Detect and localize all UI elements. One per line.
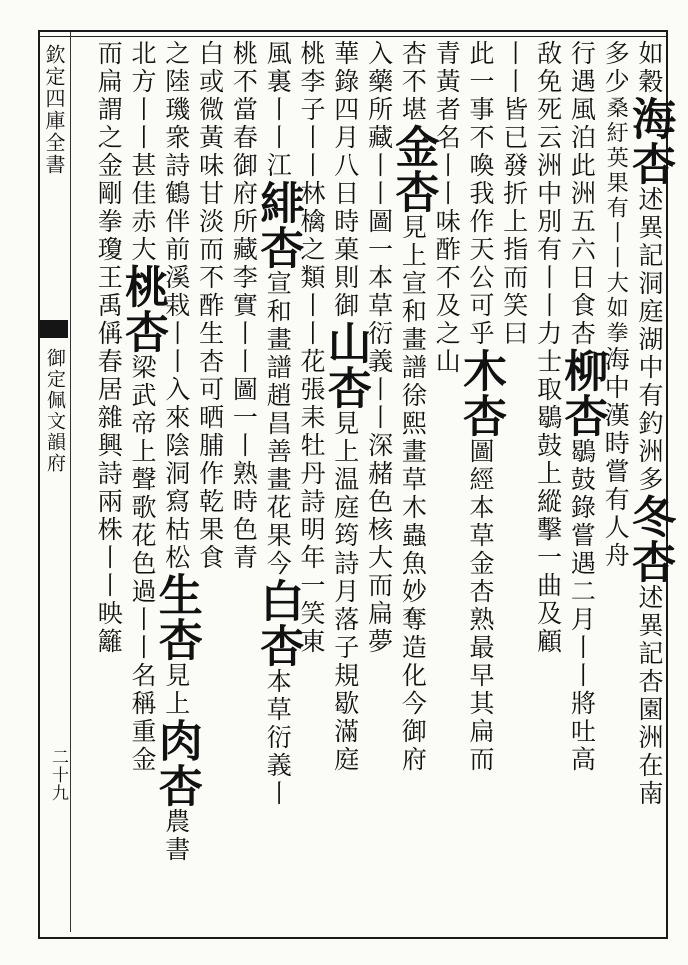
entry-text: 而扁謂之金剛拳 xyxy=(94,40,124,236)
entry-text: 入藥 xyxy=(364,40,394,96)
entry-text: 農書 xyxy=(161,808,191,864)
entry-headword: 木杏 xyxy=(455,348,506,438)
entry-text: 華錄四月八日時菓則御 xyxy=(330,40,360,320)
text-column xyxy=(556,40,608,774)
entry-text: 杏不堪 xyxy=(398,40,428,124)
entry-headword: 杏 xyxy=(624,141,675,186)
entry-headword: 冬杏 xyxy=(624,494,675,584)
entry-text: 青黃者名丨丨味酢不及之山 xyxy=(432,40,462,376)
entry-text: 桑紆英果有丨丨大如拳 xyxy=(603,96,629,346)
entry-text: 海中漢時嘗有人舟 xyxy=(601,346,631,570)
margin-rule xyxy=(70,32,71,932)
entry-text: 丨丨皆已發折上指而笑曰 xyxy=(499,40,529,348)
entry-text: 桃李子丨丨林檎之類 xyxy=(297,40,326,292)
entry-text: 丨熟時色青 xyxy=(229,432,259,572)
entry-headword: 肉杏 xyxy=(150,718,202,808)
entry-text: 御府所藏李實丨丨圖一 xyxy=(229,152,259,432)
entry-headword: 桃杏 xyxy=(117,264,168,354)
text-column xyxy=(624,40,675,808)
entry-text: 述異記杏園洲在南 xyxy=(635,584,664,808)
entry-text: 此一事不喚我作天公可乎 xyxy=(466,40,495,348)
entry-text: 見上宣和畫譜徐熙畫草木蟲魚妙奪造化今御府 xyxy=(398,214,428,774)
entry-headword: 緋杏 xyxy=(252,180,304,270)
entry-text: 見上温庭筠詩月落子規歇滿庭 xyxy=(330,410,360,774)
entry-text: 北方丨丨甚佳赤大 xyxy=(128,40,157,264)
entry-text: 力士取鶡鼓上縱擊一曲及顧 xyxy=(533,320,563,656)
volume-title: 御定佩文韻府 xyxy=(44,348,66,474)
entry-text: 丨丨花張耒牡丹詩明年一笑東 xyxy=(297,292,326,656)
entry-text: 敌免死云洲中別有丨丨 xyxy=(533,40,563,320)
book-title: 欽定四庫全書 xyxy=(42,44,66,176)
entry-text: 本草衍義丨 xyxy=(263,668,293,808)
text-column xyxy=(455,40,506,774)
text-column xyxy=(193,40,227,572)
entry-text: 白或微黃味甘淡而不酢生杏可晒脯作乾果食 xyxy=(195,40,225,572)
text-column xyxy=(598,40,632,570)
entry-headword: 白杏 xyxy=(252,578,304,668)
top-rule xyxy=(38,36,666,37)
text-column xyxy=(319,40,371,774)
entry-text: 所藏丨丨圖一本草衍義丨丨深赭色核大而扁夢 xyxy=(364,96,394,656)
page-number: 二十九 xyxy=(48,748,68,802)
entry-text: 多少 xyxy=(601,40,631,96)
entry-text: 宣和畫譜趙昌善畫花果今 xyxy=(263,270,293,578)
entry-headword: 生杏 xyxy=(150,572,202,662)
entry-text: 瓊王禹偁春居雜興詩兩株丨丨映籬 xyxy=(94,236,124,656)
page-margin-sidebar xyxy=(40,32,68,932)
entry-text: 如 xyxy=(635,40,664,68)
text-column xyxy=(294,40,328,656)
text-column xyxy=(252,40,304,808)
entry-text: 述異記洞庭湖中有釣洲多 xyxy=(635,186,664,494)
text-column xyxy=(497,40,531,348)
text-column xyxy=(150,40,202,864)
text-column xyxy=(387,40,439,774)
entry-headword: 柳杏 xyxy=(556,348,608,438)
entry-text: 穀 xyxy=(635,68,664,96)
entry-text: 之陸璣衆詩鶴伴前溪栽丨丨入來陰洞寫枯松 xyxy=(161,40,191,572)
text-column xyxy=(531,40,565,656)
entry-text: 見上 xyxy=(161,662,191,718)
entry-text: 圖經本草金杏熟最早其扁而 xyxy=(466,438,495,774)
entry-text: 桃不當春 xyxy=(229,40,259,152)
entry-headword: 金杏 xyxy=(387,124,439,214)
text-column xyxy=(91,40,125,656)
entry-text: 風裏丨丨江 xyxy=(263,40,293,180)
entry-text: 鶡鼓錄嘗遇二月丨丨將吐高 xyxy=(567,438,597,774)
entry-headword: 山杏 xyxy=(319,320,371,410)
entry-text: 梁武帝上聲歌花色過丨丨名稱重金 xyxy=(128,354,157,774)
fishtail-block xyxy=(40,320,68,338)
entry-headword: 海 xyxy=(624,96,675,141)
text-column xyxy=(117,40,168,774)
entry-text: 行遇風泊此洲五六日食杏 xyxy=(567,40,597,348)
text-column xyxy=(226,40,260,572)
